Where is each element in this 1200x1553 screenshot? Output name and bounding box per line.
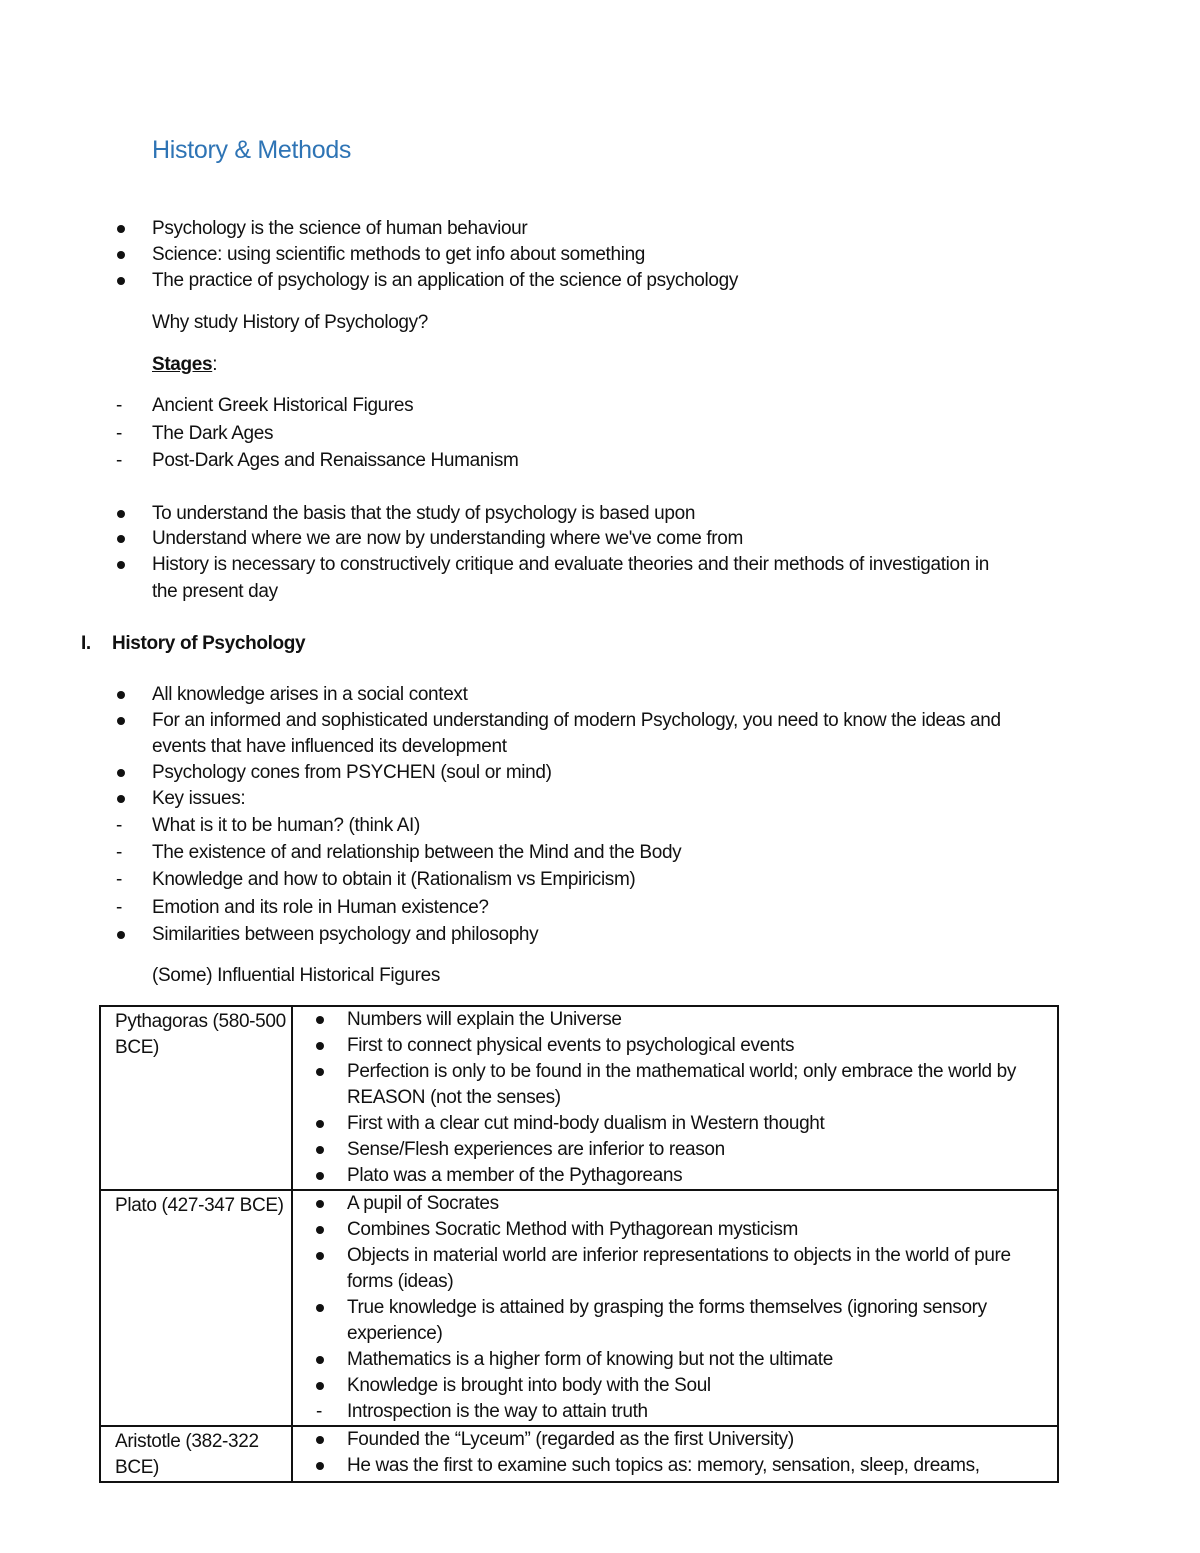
list-item <box>293 1111 1057 1137</box>
list-item: Ancient Greek Historical Figures <box>152 395 414 416</box>
list-item <box>293 1373 1057 1399</box>
figure-points <box>292 1190 1058 1426</box>
page-title: History & Methods <box>152 136 352 164</box>
bullet-icon <box>316 1436 324 1444</box>
list-item: The practice of psychology is an application of the science of psychology <box>152 270 738 291</box>
list-item: Science: using scientific methods to get info about something <box>152 244 646 265</box>
list-item-text: Mathematics is a higher form of knowing but not the ultimate <box>347 1349 833 1370</box>
list-item: Post-Dark Ages and Renaissance Humanism <box>152 450 519 471</box>
list-item-text: A pupil of Socrates <box>347 1193 499 1214</box>
list-item: History is necessary to constructively critique and evaluate theories and their methods of investigation in <box>152 554 989 575</box>
bullet-icon <box>316 1042 324 1050</box>
dash-icon: - <box>116 897 123 918</box>
dash-icon: - <box>316 1401 322 1422</box>
list-item-text: Perfection is only to be found in the mathematical world; only embrace the world by REASON (not the senses) <box>347 1061 1017 1108</box>
list-item: The Dark Ages <box>152 423 274 444</box>
list-item <box>293 1453 1057 1479</box>
list-item <box>293 1399 1057 1425</box>
bullet-icon <box>316 1252 324 1260</box>
list-item-text: Objects in material world are inferior representations to objects in the world of pure forms (ideas) <box>347 1245 1011 1292</box>
section-number: I. <box>81 633 91 654</box>
list-item <box>293 1243 1057 1295</box>
list-item: All knowledge arises in a social context <box>152 684 468 705</box>
stages-heading <box>152 352 217 378</box>
dash-icon: - <box>116 395 123 416</box>
list-item-text: He was the first to examine such topics as: memory, sensation, sleep, dreams, <box>347 1455 980 1476</box>
dash-icon: - <box>116 842 123 863</box>
list-item-text: Introspection is the way to attain truth <box>347 1401 648 1422</box>
bullet-icon <box>316 1068 324 1076</box>
bullet-icon <box>316 1382 324 1390</box>
list-item <box>293 1191 1057 1217</box>
list-item-text: First to connect physical events to psychological events <box>347 1035 795 1056</box>
list-item: For an informed and sophisticated understanding of modern Psychology, you need to know the ideas and <box>152 710 1001 731</box>
list-item-text: First with a clear cut mind-body dualism in Western thought <box>347 1113 825 1134</box>
list-item <box>293 1295 1057 1347</box>
bullet-icon <box>117 251 125 259</box>
list-item-text: Founded the “Lyceum” (regarded as the first University) <box>347 1429 794 1450</box>
bullet-icon <box>117 769 125 777</box>
dash-icon: - <box>116 869 123 890</box>
bullet-icon <box>117 691 125 699</box>
list-item: What is it to be human? (think AI) <box>152 815 420 836</box>
list-item <box>293 1217 1057 1243</box>
list-item-continuation: the present day <box>152 581 278 602</box>
list-item: Knowledge and how to obtain it (Rationalism vs Empiricism) <box>152 869 636 890</box>
list-item-text: Knowledge is brought into body with the Soul <box>347 1375 711 1396</box>
list-item <box>293 1033 1057 1059</box>
dash-icon: - <box>116 423 123 444</box>
table-row <box>100 1426 1058 1482</box>
figure-name: Pythagoras (580-500 BCE) <box>100 1006 292 1190</box>
list-item: Emotion and its role in Human existence? <box>152 897 489 918</box>
list-item: Key issues: <box>152 788 246 809</box>
bullet-icon <box>316 1226 324 1234</box>
bullet-icon <box>316 1200 324 1208</box>
dash-icon: - <box>116 450 123 471</box>
bullet-icon <box>117 795 125 803</box>
section-heading: History of Psychology <box>112 633 306 654</box>
table-row <box>100 1190 1058 1426</box>
list-item <box>293 1007 1057 1033</box>
bullet-icon <box>117 535 125 543</box>
figures-table <box>99 1005 1059 1483</box>
bullet-icon <box>117 277 125 285</box>
list-item: Psychology cones from PSYCHEN (soul or mind) <box>152 762 552 783</box>
list-item <box>293 1137 1057 1163</box>
stages-colon: : <box>212 354 218 375</box>
bullet-icon <box>117 717 125 725</box>
bullet-icon <box>316 1146 324 1154</box>
bullet-icon <box>316 1120 324 1128</box>
figure-points <box>292 1006 1058 1190</box>
table-caption: (Some) Influential Historical Figures <box>152 965 440 986</box>
bullet-icon <box>316 1016 324 1024</box>
bullet-icon <box>316 1356 324 1364</box>
bullet-icon <box>117 510 125 518</box>
list-item: The existence of and relationship between the Mind and the Body <box>152 842 682 863</box>
figure-name: Aristotle (382-322 BCE) <box>100 1426 292 1482</box>
list-item-text: True knowledge is attained by grasping the forms themselves (ignoring sensory experience) <box>347 1297 987 1344</box>
list-item-text: Plato was a member of the Pythagoreans <box>347 1165 683 1186</box>
bullet-icon <box>316 1172 324 1180</box>
list-item-continuation: events that have influenced its development <box>152 736 507 757</box>
bullet-icon <box>316 1304 324 1312</box>
list-item <box>293 1163 1057 1189</box>
bullet-icon <box>117 561 125 569</box>
list-item-text: Sense/Flesh experiences are inferior to reason <box>347 1139 725 1160</box>
list-item <box>293 1059 1057 1111</box>
bullet-icon <box>316 1462 324 1470</box>
figure-name: Plato (427-347 BCE) <box>100 1190 292 1426</box>
dash-icon: - <box>116 815 123 836</box>
list-item <box>293 1427 1057 1453</box>
bullet-icon <box>117 225 125 233</box>
stages-label: Stages <box>152 354 213 375</box>
table-row <box>100 1006 1058 1190</box>
list-item: To understand the basis that the study of psychology is based upon <box>152 503 696 524</box>
list-item <box>293 1347 1057 1373</box>
list-item: Psychology is the science of human behaviour <box>152 218 528 239</box>
list-item-text: Combines Socratic Method with Pythagorean mysticism <box>347 1219 798 1240</box>
why-study-text: Why study History of Psychology? <box>152 312 429 333</box>
bullet-icon <box>117 931 125 939</box>
figure-points <box>292 1426 1058 1482</box>
list-item-text: Numbers will explain the Universe <box>347 1009 622 1030</box>
list-item: Similarities between psychology and philosophy <box>152 924 539 945</box>
list-item: Understand where we are now by understanding where we've come from <box>152 528 743 549</box>
